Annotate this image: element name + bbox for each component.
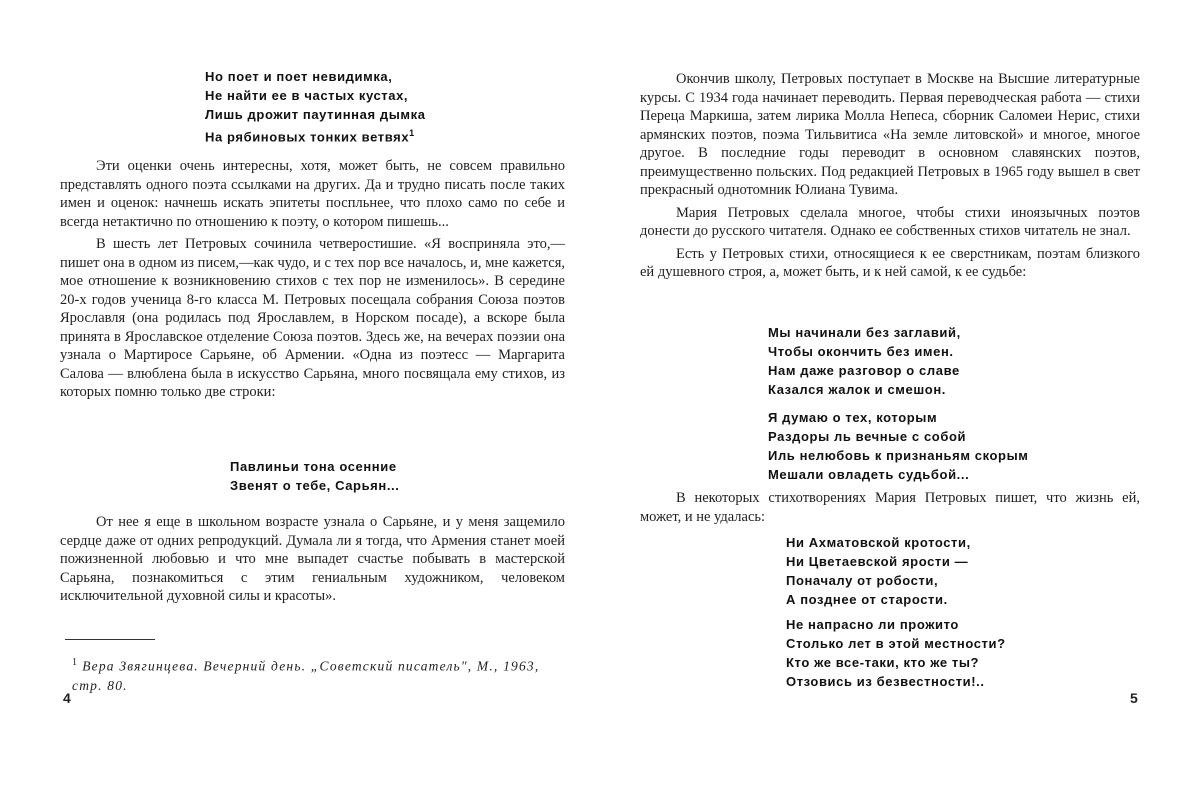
left-page: [60, 0, 570, 800]
verse-line: Звенят о тебе, Сарьян...: [230, 478, 400, 493]
verse-line: Не найти ее в частых кустах,: [205, 88, 409, 103]
left-prose-block-1: [60, 157, 565, 402]
paragraph: Окончив школу, Петровых поступает в Москве на Высшие литературные курсы. С 1934 года начинает переводить. Первая переводческая работа — стихи Переца Маркиша, затем лирика Молла Непеса, сборник Саломеи Нерис, стихи армянских поэтов, поэма Тильвитиса «На земле литовской» и многое, многое другое. В последние годы переводит в основном славянских поэтов, преимущественно польских. Под редакцией Петровых в 1965 году вышел в свет прекрасный однотомник Юлиана Тувима.: [640, 71, 1140, 198]
verse-line: Иль нелюбовь к признаньям скорым: [768, 448, 1029, 463]
verse-prozhito: [786, 615, 1006, 691]
verse-line: Кто же все-таки, кто же ты?: [786, 655, 980, 670]
verse-line: Столько лет в этой местности?: [786, 636, 1006, 651]
verse-line: Я думаю о тех, которым: [768, 410, 938, 425]
verse-line: Не напрасно ли прожито: [786, 617, 959, 632]
page-number: 4: [63, 690, 71, 706]
right-prose-block-1: [640, 70, 1140, 282]
verse-krotosti: [786, 533, 971, 609]
verse-line: Казался жалок и смешон.: [768, 382, 946, 397]
verse-line: Отзовись из безвестности!..: [786, 674, 985, 689]
verse-o-teh: [768, 408, 1029, 484]
paragraph: Мария Петровых сделала многое, чтобы стихи иноязычных поэтов донести до русского читателя. Однако ее собственных стихов читатель не знал.: [640, 204, 1140, 239]
verse-line: Нам даже разговор о славе: [768, 363, 960, 378]
verse-line: Но поет и поет невидимка,: [205, 69, 393, 84]
page-number: 5: [1130, 690, 1138, 706]
paragraph: От нее я еще в школьном возрасте узнала о Сарьяне, и у меня защемило сердце даже от одних репродукций. Думала ли я тогда, что Армения станет моей пожизненной любовью и что мне выпадет счастье побывать в мастерской Сарьяна, познакомиться с этим гениальным художником, человеком исключительной духовной силы и красоты».: [60, 514, 565, 604]
verse-bez-zaglaviy: [768, 323, 961, 399]
right-page: [640, 0, 1152, 800]
verse-line: Ни Ахматовской кротости,: [786, 535, 971, 550]
verse-line: Мешали овладеть судьбой...: [768, 467, 970, 482]
right-prose-block-2: [640, 489, 1140, 526]
paragraph: В некоторых стихотворениях Мария Петровых пишет, что жизнь ей, может, и не удалась:: [640, 490, 1140, 525]
footnote-divider: [65, 639, 155, 640]
verse-line: Поначалу от робости,: [786, 573, 939, 588]
paragraph: Есть у Петровых стихи, относящиеся к ее сверстникам, поэтам близкого ей душевного строя, а, может быть, и к ней самой, к ее судьбе:: [640, 245, 1140, 280]
verse-line: Ни Цветаевской ярости —: [786, 554, 969, 569]
paragraph: Эти оценки очень интересны, хотя, может быть, не совсем правильно представлять одного поэта ссылками на других. Да и трудно писать после таких имен и оценок: начнешь искать эпитеты поспльнее, что плохо само по себе и всегда нетактично по отношению к поэту, о котором пишешь...: [60, 158, 565, 230]
verse-sarian: [230, 457, 399, 495]
footnote-reference: 1: [409, 128, 415, 138]
verse-line: Мы начинали без заглавий,: [768, 325, 961, 340]
footnote-mark: 1: [72, 657, 79, 668]
footnote-text: Вера Звягинцева. Вечерний день. „Советский писатель", М., 1963, стр. 80.: [72, 658, 540, 693]
verse-line: Раздоры ль вечные с собой: [768, 429, 967, 444]
verse-line: Чтобы окончить без имен.: [768, 344, 954, 359]
verse-line: А позднее от старости.: [786, 592, 948, 607]
footnote: [72, 653, 567, 695]
verse-line: На рябиновых тонких ветвях$^1$: [205, 128, 415, 145]
left-prose-block-2: [60, 513, 565, 606]
verse-nevidimka: [205, 67, 426, 146]
paragraph: В шесть лет Петровых сочинила четверостишие. «Я восприняла это,— пишет она в одном из писем,—как чудо, и с тех пор все началось, и, мне кажется, мое отношение к возникновению стихов с тех пор не изменилось». В середине 20-х годов ученица 8-го класса М. Петровых посещала собрания Союза поэтов Ярославля (она родилась под Ярославлем, в Норском посаде), а вскоре была принята в Ярославское отделение Союза поэтов. Здесь же, на вечерах поэзии она узнала о Мартиросе Сарьяне, об Армении. «Одна из поэтесс — Маргарита Салова — влюблена была в искусство Сарьяна, много посвящала ему стихов, из которых помню только две строки:: [60, 236, 565, 400]
verse-line: Лишь дрожит паутинная дымка: [205, 107, 426, 122]
verse-line: Павлиньи тона осенние: [230, 459, 397, 474]
